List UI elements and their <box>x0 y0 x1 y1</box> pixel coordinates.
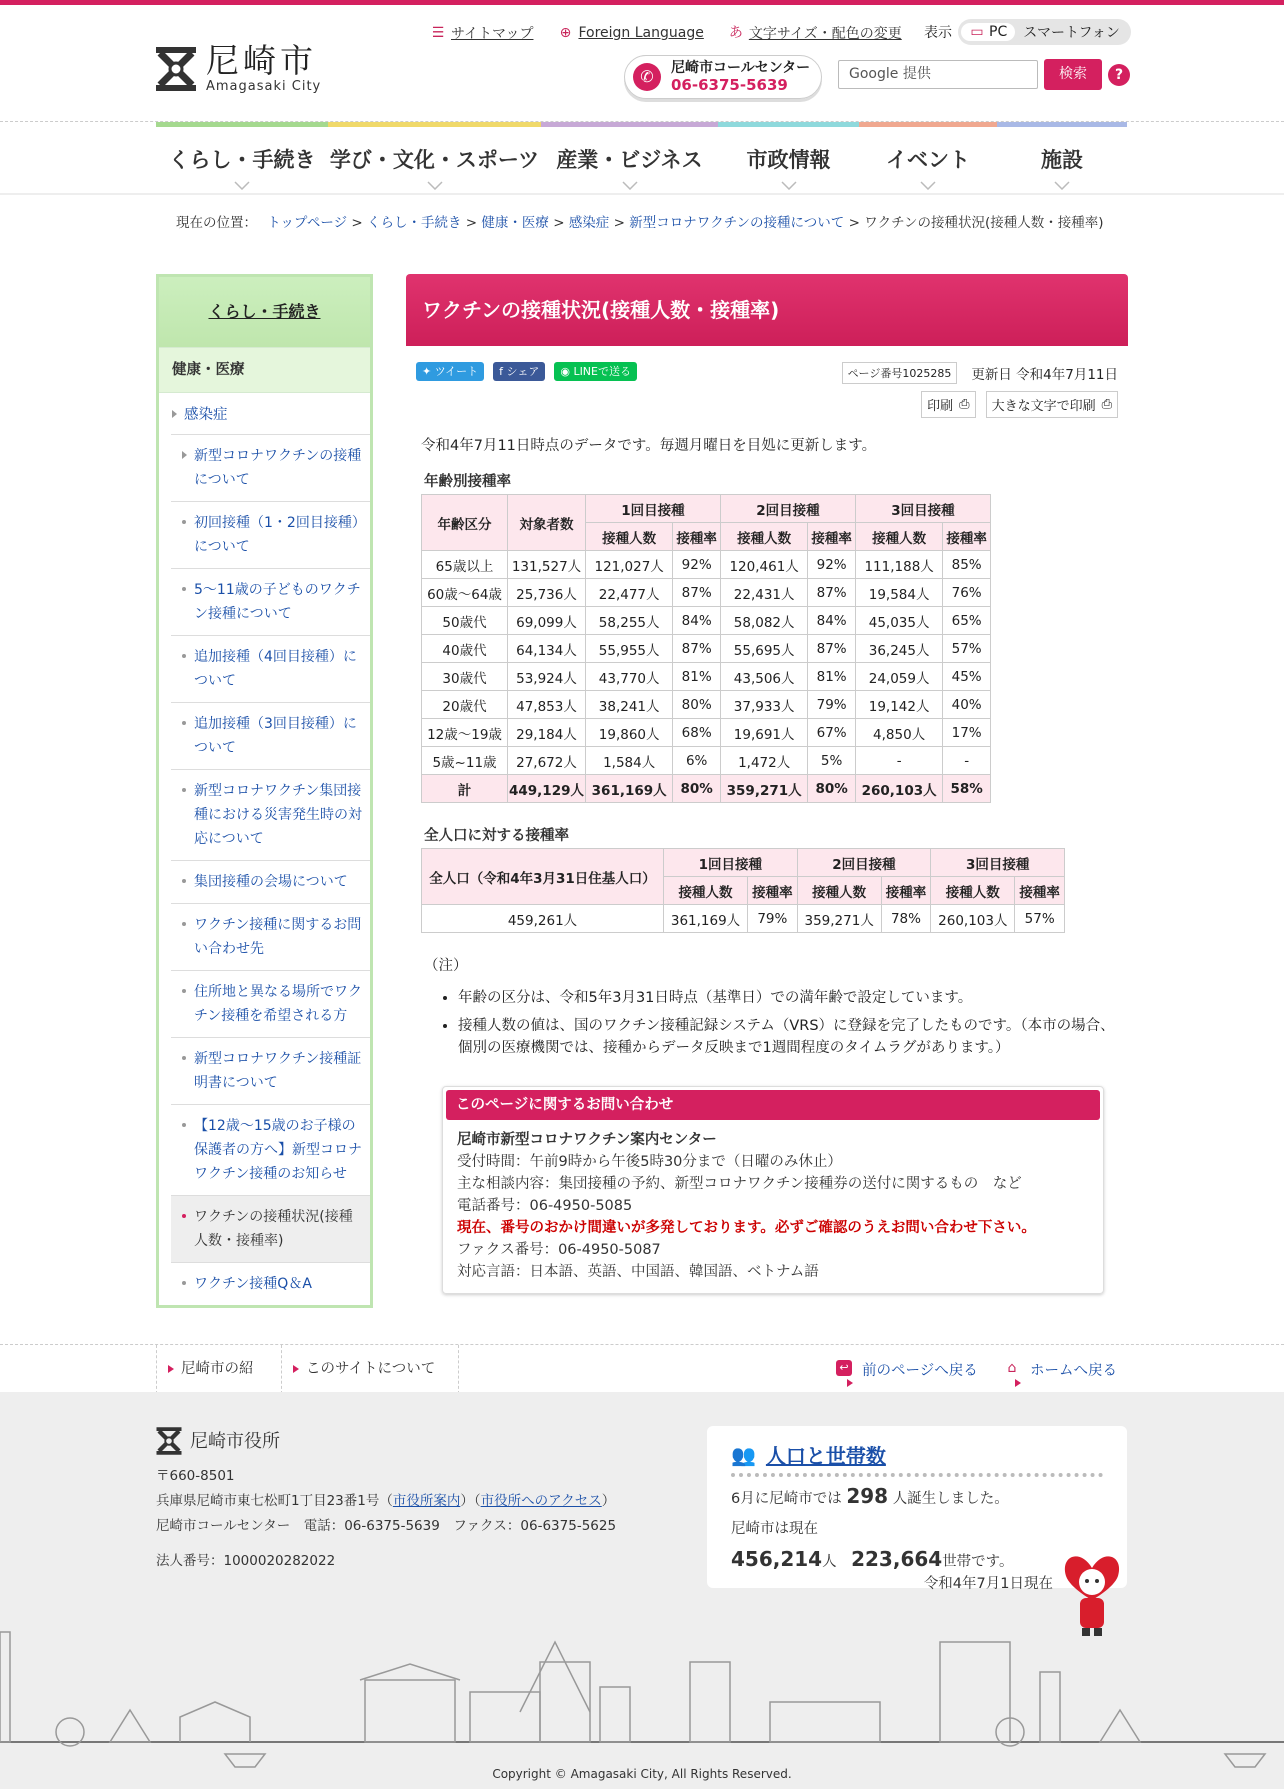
foreign-label: Foreign Language <box>578 25 704 41</box>
side-nav-link: 追加接種（4回目接種）について <box>194 649 357 689</box>
breadcrumb-separator: > <box>848 215 860 231</box>
city-emblem-icon <box>156 1426 182 1456</box>
side-nav-item[interactable] <box>171 502 370 569</box>
col-header-rate: 接種率 <box>748 877 798 905</box>
table-cell: 87% <box>808 579 856 607</box>
breadcrumb-separator: > <box>613 215 625 231</box>
font-size-link[interactable] <box>728 23 902 43</box>
births-count: 298 <box>846 1484 889 1508</box>
font-size-icon: あ <box>728 25 743 41</box>
call-center-number: 06-6375-5639 <box>671 76 788 94</box>
table-cell: 計 <box>422 775 508 803</box>
home-link[interactable] <box>1004 1359 1117 1380</box>
site-header <box>0 5 1284 122</box>
breadcrumb-link[interactable]: 感染症 <box>568 215 610 231</box>
table-cell: 37,933人 <box>720 691 807 719</box>
side-nav-link: 新型コロナワクチンの接種について <box>194 448 362 488</box>
col-header-rate: 接種率 <box>1015 877 1065 905</box>
footer-address <box>156 1489 616 1514</box>
subcategory-label: 感染症 <box>184 407 228 423</box>
page-title: ワクチンの接種状況(接種人数・接種率) <box>406 274 1128 346</box>
smartphone-mode-button[interactable]: スマートフォン <box>1023 25 1120 41</box>
logo-title: 尼崎市 <box>206 41 317 80</box>
line-label: LINEで送る <box>573 365 631 378</box>
households-count: 223,664 <box>851 1547 943 1571</box>
table-cell: - <box>855 747 942 775</box>
side-nav-item[interactable] <box>171 636 370 703</box>
nav-item-sangyo[interactable] <box>541 122 718 194</box>
table-cell: - <box>943 747 991 775</box>
breadcrumb-prefix: 現在の位置： <box>176 215 257 231</box>
table-row <box>422 635 991 663</box>
back-link[interactable] <box>836 1359 978 1380</box>
col-header-dose3: 3回目接種 <box>855 495 990 523</box>
table-cell: 80% <box>673 691 721 719</box>
phone-icon: ✆ <box>633 63 661 91</box>
footer-office-name: 尼崎市役所 <box>190 1430 280 1452</box>
side-nav-item[interactable] <box>171 435 370 502</box>
tweet-button[interactable]: ✦ ツイート <box>416 362 484 381</box>
footer-zip: 〒660-8501 <box>156 1468 235 1484</box>
side-nav-item[interactable] <box>171 971 370 1038</box>
col-header-num: 接種人数 <box>586 523 673 551</box>
side-nav-item[interactable] <box>171 569 370 636</box>
side-nav-item[interactable] <box>171 1263 370 1305</box>
table-row <box>422 607 991 635</box>
logo-subtitle: Amagasaki City <box>206 79 322 94</box>
table-cell: 25,736人 <box>508 579 586 607</box>
chevron-down-icon <box>781 181 797 190</box>
side-nav-current-label: ワクチンの接種状況(接種人数・接種率) <box>194 1209 353 1249</box>
font-size-label: 文字サイズ・配色の変更 <box>748 26 902 42</box>
side-nav-link: 新型コロナワクチン集団接種における災害発生時の対応について <box>194 783 362 847</box>
call-center-button[interactable] <box>624 55 822 99</box>
table-cell: 22,431人 <box>720 579 807 607</box>
breadcrumb-separator: > <box>351 215 363 231</box>
col-header-num: 接種人数 <box>664 877 748 905</box>
table-cell: 65歳以上 <box>422 551 508 579</box>
table-cell: 84% <box>673 607 721 635</box>
nav-label: イベント <box>886 148 970 172</box>
table-cell: 449,129人 <box>508 775 586 803</box>
breadcrumb-link[interactable]: 新型コロナワクチンの接種について <box>629 215 845 231</box>
population-link[interactable]: 人口と世帯数 <box>765 1444 886 1468</box>
table-cell: 57% <box>1015 905 1065 933</box>
households-unit: 世帯です。 <box>942 1554 1014 1570</box>
table-cell: 1,584人 <box>586 747 673 775</box>
back-label: 前のページへ戻る <box>862 1363 978 1379</box>
side-nav-subcategory[interactable] <box>171 393 370 435</box>
table-cell: 81% <box>673 663 721 691</box>
table-row <box>422 663 991 691</box>
table-cell: 78% <box>881 905 931 933</box>
footer-link-intro[interactable]: 尼崎市の紹 <box>156 1345 282 1394</box>
address-text: 兵庫県尼崎市東七松町1丁目23番1号（ <box>156 1493 393 1509</box>
table-cell: 87% <box>673 579 721 607</box>
nav-label: 施設 <box>1041 148 1083 172</box>
col-header-num: 接種人数 <box>720 523 807 551</box>
global-nav <box>156 122 1127 194</box>
globe-icon: ⊕ <box>559 25 572 41</box>
births-suffix: 人誕生しました。 <box>892 1491 1009 1507</box>
table-cell: 45,035人 <box>855 607 942 635</box>
table-cell: 1,472人 <box>720 747 807 775</box>
age-vaccination-table <box>421 494 991 803</box>
notes <box>424 954 1120 1065</box>
side-nav-category[interactable]: 健康・医療 <box>159 347 370 393</box>
table-cell: 19,142人 <box>855 691 942 719</box>
table-cell: 260,103人 <box>855 775 942 803</box>
side-nav-item[interactable] <box>171 1105 370 1196</box>
table-cell: 24,059人 <box>855 663 942 691</box>
tweet-label: ツイート <box>434 365 479 378</box>
side-nav-item[interactable] <box>171 703 370 770</box>
table-cell: 260,103人 <box>931 905 1015 933</box>
table-cell: 55,955人 <box>586 635 673 663</box>
col-header-dose3: 3回目接種 <box>931 849 1065 877</box>
sitemap-icon: ☰ <box>431 25 445 41</box>
table-cell: 79% <box>748 905 798 933</box>
table-cell: 64,134人 <box>508 635 586 663</box>
footer-office-info <box>156 1426 616 1574</box>
office-guide-link[interactable]: 市役所案内 <box>392 1493 461 1509</box>
table-cell: 92% <box>673 551 721 579</box>
help-icon[interactable]: ? <box>1108 64 1130 86</box>
home-icon: ⌂ <box>1007 1360 1017 1376</box>
home-label: ホームへ戻る <box>1030 1363 1117 1379</box>
nav-label: 市政情報 <box>746 148 831 172</box>
table-cell: 19,860人 <box>586 719 673 747</box>
contact-tel: 電話番号：06-4950-5085 <box>457 1198 633 1214</box>
table-cell: 80% <box>808 775 856 803</box>
table-cell: 67% <box>808 719 856 747</box>
line-share-button[interactable]: ◉ LINEで送る <box>554 362 637 381</box>
table-cell: 40% <box>943 691 991 719</box>
nav-divider <box>0 193 1284 195</box>
table-row <box>422 551 991 579</box>
col-header-population: 全人口（令和4年3月31日住基人口） <box>422 849 664 905</box>
page-meta <box>842 362 1118 384</box>
share-label: シェア <box>506 365 540 378</box>
table-cell: 58% <box>943 775 991 803</box>
city-emblem-icon <box>156 45 196 93</box>
table-cell: 361,169人 <box>664 905 748 933</box>
table-cell: 131,527人 <box>508 551 586 579</box>
sitemap-label: サイトマップ <box>451 26 534 42</box>
call-center-title: 尼崎市コールセンター <box>671 60 811 76</box>
office-access-link[interactable]: 市役所へのアクセス <box>480 1493 602 1509</box>
display-toggle <box>924 19 1131 45</box>
table-cell: 69,099人 <box>508 607 586 635</box>
pc-mode-button[interactable] <box>961 23 1015 41</box>
table-cell: 57% <box>943 635 991 663</box>
table-row <box>422 747 991 775</box>
search-input[interactable]: Google 提供 <box>838 60 1038 89</box>
page-number: ページ番号1025285 <box>842 362 958 384</box>
display-label: 表示 <box>924 25 952 41</box>
table-cell: 17% <box>943 719 991 747</box>
table-row <box>422 905 1065 933</box>
col-header-num: 接種人数 <box>797 877 881 905</box>
chevron-down-icon <box>427 181 443 190</box>
side-nav-item[interactable] <box>171 904 370 971</box>
table-cell: 359,271人 <box>720 775 807 803</box>
col-header-num: 接種人数 <box>931 877 1015 905</box>
nav-item-shisei[interactable] <box>718 122 859 194</box>
chevron-down-icon <box>1054 181 1070 190</box>
address-sep: ）（ <box>460 1493 481 1509</box>
population-count: 456,214 <box>731 1547 823 1571</box>
table-cell: 30歳代 <box>422 663 508 691</box>
table-cell: 20歳代 <box>422 691 508 719</box>
nav-item-shisetsu[interactable] <box>997 122 1127 194</box>
copyright: Copyright © Amagasaki City, All Rights Reserved. <box>492 1767 792 1781</box>
breadcrumb-current: ワクチンの接種状況(接種人数・接種率) <box>864 215 1104 231</box>
breadcrumb-link[interactable]: トップページ <box>267 215 348 231</box>
contact-fax: ファクス番号：06-4950-5087 <box>457 1242 661 1258</box>
nav-item-manabi[interactable] <box>328 122 541 194</box>
print-label: 印刷 <box>927 399 954 414</box>
breadcrumb-link[interactable]: 健康・医療 <box>481 215 549 231</box>
table-cell: 38,241人 <box>586 691 673 719</box>
cityscape-illustration-icon <box>0 1622 1284 1772</box>
table-cell: 29,184人 <box>508 719 586 747</box>
table-cell: 40歳代 <box>422 635 508 663</box>
table-cell: 19,691人 <box>720 719 807 747</box>
table-cell: 111,188人 <box>855 551 942 579</box>
col-header-age: 年齢区分 <box>422 495 508 551</box>
site-logo[interactable] <box>156 43 321 94</box>
footer-call: 尼崎市コールセンター 電話：06-6375-5639 ファクス：06-6375-5625 <box>156 1518 617 1534</box>
col-header-rate: 接種率 <box>943 523 991 551</box>
contact-languages: 対応言語：日本語、英語、中国語、韓国語、ベトナム語 <box>457 1264 819 1280</box>
table-cell: 87% <box>808 635 856 663</box>
col-header-dose2: 2回目接種 <box>797 849 931 877</box>
footer-nav <box>0 1344 1284 1393</box>
share-buttons <box>416 362 637 381</box>
side-nav-link: ワクチン接種に関するお問い合わせ先 <box>194 917 362 957</box>
table-cell: 85% <box>943 551 991 579</box>
col-header-dose2: 2回目接種 <box>720 495 855 523</box>
notes-label: （注） <box>424 958 468 974</box>
table-cell: 36,245人 <box>855 635 942 663</box>
col-header-target: 対象者数 <box>508 495 586 551</box>
side-nav-link: 5～11歳の子どものワクチン接種について <box>194 582 361 622</box>
table-cell: 92% <box>808 551 856 579</box>
footer-link-about[interactable]: このサイトについて <box>282 1345 459 1394</box>
table-row <box>422 579 991 607</box>
table-cell: 6% <box>673 747 721 775</box>
table-cell: 53,924人 <box>508 663 586 691</box>
table-cell: 45% <box>943 663 991 691</box>
table-row <box>422 691 991 719</box>
breadcrumb-separator: > <box>465 215 478 231</box>
table-cell: 50歳代 <box>422 607 508 635</box>
col-header-rate: 接種率 <box>808 523 856 551</box>
col-header-rate: 接種率 <box>881 877 931 905</box>
table-cell: 361,169人 <box>586 775 673 803</box>
table-cell: 5% <box>808 747 856 775</box>
table-total-row <box>422 775 991 803</box>
nav-item-event[interactable] <box>859 122 997 194</box>
side-nav-item[interactable] <box>171 861 370 904</box>
side-nav-item[interactable] <box>171 770 370 861</box>
back-icon: ↩ <box>836 1360 852 1376</box>
foreign-language-link[interactable] <box>557 25 703 41</box>
contact-hours: 受付時間：午前9時から午後5時30分まで（日曜のみ休止） <box>457 1154 842 1170</box>
table-cell: 4,850人 <box>855 719 942 747</box>
table-cell: 121,027人 <box>586 551 673 579</box>
site-search <box>838 59 1130 90</box>
col-header-num: 接種人数 <box>855 523 942 551</box>
note-item: • 年齢の区分は、令和5年3月31日時点（基準日）での満年齢で設定しています。 <box>458 987 1120 1009</box>
contact-warning: 現在、番号のおかけ間違いが多発しております。必ずご確認のうえお問い合わせ下さい。 <box>457 1220 1036 1236</box>
nav-label: 産業・ビジネス <box>556 148 703 172</box>
table-cell: 68% <box>673 719 721 747</box>
breadcrumb-separator: > <box>553 215 565 231</box>
table-cell: 60歳～64歳 <box>422 579 508 607</box>
table-cell: 87% <box>673 635 721 663</box>
breadcrumb-link[interactable]: くらし・手続き <box>367 215 462 231</box>
table-cell: 43,506人 <box>720 663 807 691</box>
people-icon: 👥 <box>731 1442 756 1467</box>
table-cell: 120,461人 <box>720 551 807 579</box>
side-nav-link: ワクチン接種Q＆A <box>194 1276 312 1292</box>
side-nav <box>156 274 373 1308</box>
side-nav-link: 新型コロナワクチン接種証明書について <box>194 1051 362 1091</box>
side-nav-link: 集団接種の会場について <box>194 874 348 890</box>
chevron-down-icon <box>920 181 936 190</box>
intro-text: 令和4年7月11日時点のデータです。毎週月曜日を目処に更新します。 <box>421 438 877 454</box>
table-cell: 5歳~11歳 <box>422 747 508 775</box>
table-cell: 84% <box>808 607 856 635</box>
side-nav-heading[interactable]: くらし・手続き <box>208 302 321 321</box>
print-large-button[interactable] <box>986 391 1118 418</box>
table-cell: 459,261人 <box>422 905 664 933</box>
print-buttons <box>921 391 1118 418</box>
side-nav-link: 【12歳～15歳のお子様の保護者の方へ】新型コロナワクチン接種のお知らせ <box>194 1118 362 1182</box>
col-header-rate: 接種率 <box>673 523 721 551</box>
table-cell: 55,695人 <box>720 635 807 663</box>
population-vaccination-table <box>421 848 1065 933</box>
table-cell: 359,271人 <box>797 905 881 933</box>
table-cell: 22,477人 <box>586 579 673 607</box>
side-nav-link: 初回接種（1・2回目接種）について <box>194 515 359 555</box>
table-cell: 19,584人 <box>855 579 942 607</box>
table-cell: 12歳～19歳 <box>422 719 508 747</box>
print-button[interactable] <box>921 391 975 418</box>
side-nav-link: 住所地と異なる場所でワクチン接種を希望される方 <box>194 984 362 1024</box>
footer-corp-no: 法人番号：1000020282022 <box>156 1553 336 1569</box>
nav-label: 学び・文化・スポーツ <box>329 148 540 172</box>
population-unit: 人 <box>822 1554 837 1570</box>
table-cell: 76% <box>943 579 991 607</box>
address-end: ） <box>601 1493 616 1509</box>
current-line: 尼崎市は現在 <box>731 1521 818 1537</box>
nav-label: くらし・手続き <box>168 148 316 172</box>
side-nav-item-current <box>171 1196 370 1263</box>
contact-heading: このページに関するお問い合わせ <box>446 1090 1100 1120</box>
table2-caption: 全人口に対する接種率 <box>424 828 569 844</box>
chevron-down-icon <box>622 181 638 190</box>
births-line <box>731 1485 1103 1510</box>
facebook-share-button[interactable]: f シェア <box>493 362 545 381</box>
table-cell: 79% <box>808 691 856 719</box>
table-cell: 65% <box>943 607 991 635</box>
table-row <box>422 719 991 747</box>
table-cell: 27,672人 <box>508 747 586 775</box>
search-button[interactable]: 検索 <box>1044 59 1102 90</box>
contact-name: 尼崎市新型コロナワクチン案内センター <box>457 1132 717 1148</box>
pc-label: PC <box>989 24 1008 40</box>
table-cell: 47,853人 <box>508 691 586 719</box>
table-cell: 43,770人 <box>586 663 673 691</box>
col-header-dose1: 1回目接種 <box>664 849 798 877</box>
births-prefix: 6月に尼崎市では <box>731 1491 842 1507</box>
table-cell: 58,082人 <box>720 607 807 635</box>
main-content <box>406 274 1128 1280</box>
contact-content: 主な相談内容：集団接種の予約、新型コロナワクチン接種券の送付に関するもの など <box>457 1176 1022 1192</box>
table-cell: 81% <box>808 663 856 691</box>
col-header-dose1: 1回目接種 <box>586 495 721 523</box>
printer-icon: ⎙ <box>1101 397 1112 412</box>
breadcrumb <box>176 212 1106 234</box>
chevron-down-icon <box>234 181 250 190</box>
nav-item-kurashi[interactable] <box>156 122 328 194</box>
table-cell: 80% <box>673 775 721 803</box>
table1-caption: 年齢別接種率 <box>424 474 511 490</box>
site-footer <box>0 1392 1284 1789</box>
sitemap-link[interactable] <box>430 23 533 43</box>
utility-links <box>430 23 902 43</box>
updated-date: 更新日 令和4年7月11日 <box>971 367 1118 383</box>
population-date: 令和4年7月1日現在 <box>923 1576 1053 1592</box>
side-nav-link: 追加接種（3回目接種）について <box>194 716 357 756</box>
print-large-label: 大きな文字で印刷 <box>991 399 1096 414</box>
note-item: • 接種人数の値は、国のワクチン接種記録システム（VRS）に登録を完了したものです。（本市の場合、個別の医療機関では、接種からデータ反映まで1週間程度のタイムラグがあります。） <box>458 1015 1120 1059</box>
monitor-icon: ▭ <box>970 24 984 40</box>
printer-icon: ⎙ <box>959 397 970 412</box>
table-cell: 58,255人 <box>586 607 673 635</box>
side-nav-item[interactable] <box>171 1038 370 1105</box>
contact-box <box>442 1086 1104 1294</box>
